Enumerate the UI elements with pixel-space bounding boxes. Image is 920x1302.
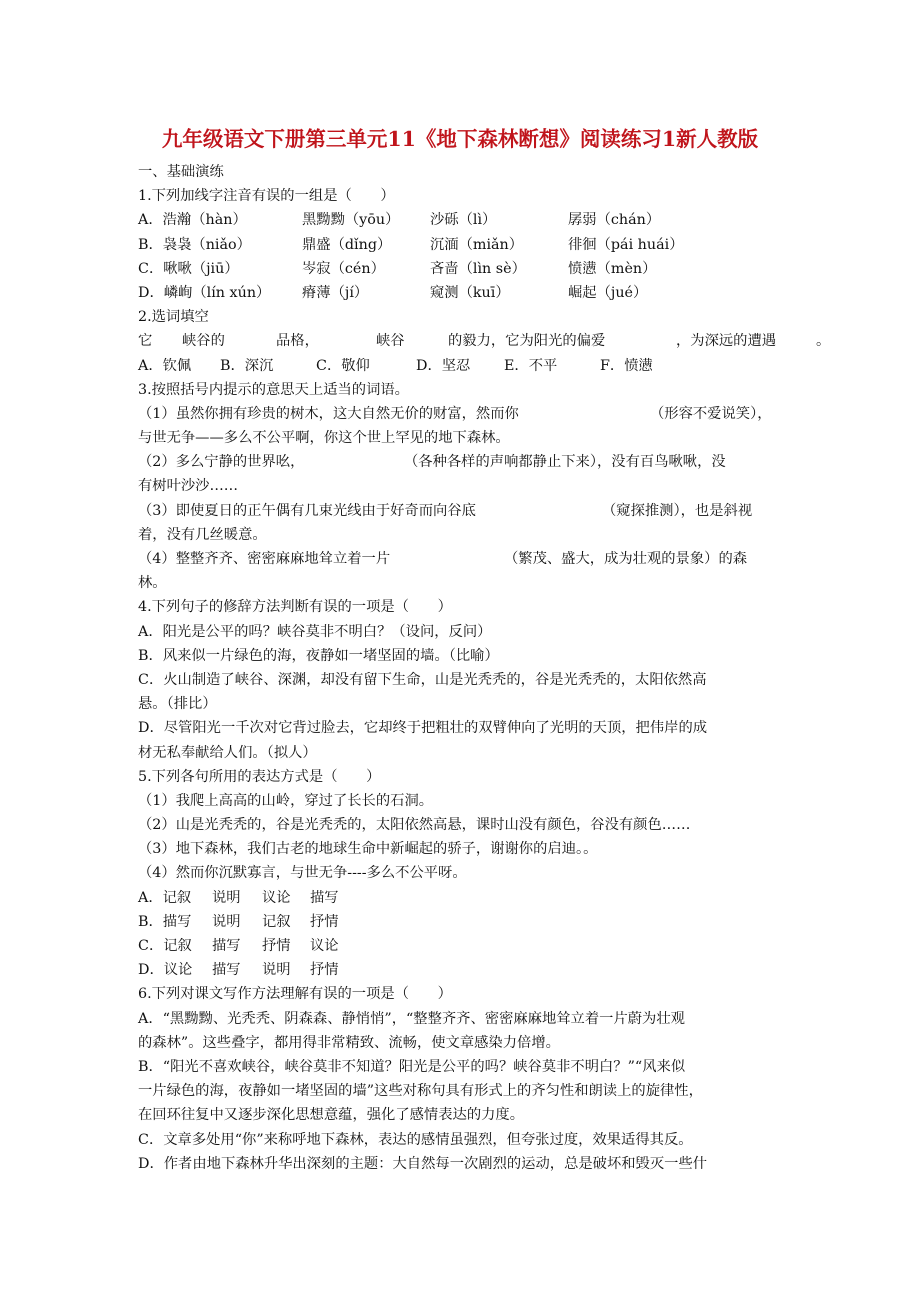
option-word: 描写 <box>212 938 241 954</box>
option-word: D．议论 <box>138 962 193 979</box>
question-5-option-row <box>138 958 786 982</box>
question-4-line: C．火山制造了峡谷、深渊，却没有留下生命，山是光秃秃的，谷是光秃秃的，太阳依然高 <box>138 671 707 688</box>
question-5-stem: 5.下列各句所用的表达方式是（ ） <box>138 768 381 785</box>
question-3-stem: 3.按照括号内提示的意思天上适当的词语。 <box>138 381 409 398</box>
question-1-option-row <box>138 281 786 305</box>
question-2-stem: 2.选词填空 <box>138 309 209 326</box>
line-text: 有树叶沙沙…… <box>138 478 239 495</box>
question-5-line: （2）山是光秃秃的，谷是光秃秃的，太阳依然高悬，课时山没有颜色，谷没有颜色…… <box>138 817 691 834</box>
word-option: C．敬仰 <box>316 357 370 374</box>
pinyin-item: 徘徊（pái huái） <box>568 236 684 253</box>
question-4-line: A．阳光是公平的吗？峡谷莫非不明白？（设问，反问） <box>138 623 492 640</box>
pinyin-item: 黑黝黝（yōu） <box>302 212 400 229</box>
option-word: 抒情 <box>262 938 291 954</box>
word-option: B．深沉 <box>220 357 274 374</box>
option-word: 记叙 <box>262 913 291 930</box>
question-4-line: 材无私奉献给人们。（拟人） <box>138 744 317 761</box>
option-word: 说明 <box>262 962 291 979</box>
question-5-option-row <box>138 910 786 934</box>
pinyin-item: 愤懑（mèn） <box>568 260 657 277</box>
line-text: （1）虽然你拥有珍贵的树木，这大自然无价的财富，然而你 <box>138 405 519 422</box>
option-word: C．记叙 <box>138 938 192 954</box>
pinyin-item: 孱弱（chán） <box>568 212 661 229</box>
question-5-line: （4）然而你沉默寡言，与世无争----多么不公平呀。 <box>138 865 467 882</box>
line-text: （形容不爱说笑）， <box>650 405 772 422</box>
option-word: 描写 <box>212 962 241 979</box>
option-word: 抒情 <box>310 962 339 979</box>
option-word: B．描写 <box>138 913 192 930</box>
pinyin-item: 鼎盛（dǐng） <box>302 236 392 253</box>
line-text: （窥探推测），也是斜视 <box>602 502 753 519</box>
line-text: 着，没有几丝暖意。 <box>138 526 267 543</box>
question-4-line: 悬。（排比） <box>138 696 217 713</box>
question-4-line: B．风来似一片绿色的海，夜静如一堵坚固的墙。（比喻） <box>138 647 499 664</box>
sentence-fragment: ，为深远的遭遇 <box>676 333 777 350</box>
pinyin-item: 沙砾（lì） <box>430 212 497 229</box>
question-6-line: 的森林”。这些叠字，都用得非常精致、流畅，使文章感染力倍增。 <box>138 1034 560 1051</box>
option-word: A．记叙 <box>138 889 192 906</box>
question-3-line <box>138 571 786 595</box>
line-text: （4）整整齐齐、密密麻麻地耸立着一片 <box>138 551 391 567</box>
question-3-line <box>138 426 786 450</box>
question-6-line: 一片绿色的海，夜静如一堵坚固的墙”这些对称句具有形式上的齐匀性和朗读上的旋律性， <box>138 1083 703 1100</box>
sentence-fragment: 峡谷 <box>376 333 405 350</box>
question-6-stem: 6.下列对课文写作方法理解有误的一项是（ ） <box>138 986 452 1003</box>
question-5-line: （3）地下森林，我们古老的地球生命中新崛起的骄子，谢谢你的启迪。。 <box>138 841 598 858</box>
question-3-line <box>138 523 786 547</box>
pinyin-item: 沉湎（miǎn） <box>430 236 524 253</box>
pinyin-item: A．浩瀚（hàn） <box>138 212 247 229</box>
pinyin-item: B．袅袅（niǎo） <box>138 236 251 253</box>
question-2-sentence <box>138 329 831 353</box>
pinyin-item: 崛起（jué） <box>568 284 648 301</box>
word-option: E．不平 <box>504 357 558 374</box>
question-6-line: 在回环往复中又逐步深化思想意蕴，强化了感情表达的力度。 <box>138 1107 525 1124</box>
question-1-option-row <box>138 257 786 281</box>
section-heading: 一、基础演练 <box>138 164 224 180</box>
word-option: A．钦佩 <box>138 357 192 374</box>
sentence-fragment: 它 <box>138 333 153 350</box>
question-1-option-row <box>138 208 786 232</box>
question-5-option-row <box>138 934 786 958</box>
question-3-line <box>138 499 786 523</box>
pinyin-item: D．嶙峋（lín xún） <box>138 284 271 301</box>
line-text: 林。 <box>138 575 167 592</box>
question-6-line: A．“黑黝黝、光秃秃、阴森森、静悄悄”，“整整齐齐、密密麻麻地耸立着一片蔚为壮观 <box>138 1010 685 1027</box>
sentence-fragment: 的毅力，它为阳光的偏爱 <box>448 333 606 350</box>
pinyin-item: 吝啬（lìn sè） <box>430 260 526 277</box>
sentence-fragment: 品格， <box>276 333 319 350</box>
question-5-line: （1）我爬上高高的山岭，穿过了长长的石洞。 <box>138 792 434 809</box>
line-text: （3）即使夏日的正午偶有几束光线由于好奇而向谷底 <box>138 502 476 519</box>
question-4-line: D．尽管阳光一千次对它背过脸去，它却终于把粗壮的双臂伸向了光明的天顶，把伟岸的成 <box>138 720 708 737</box>
line-text: （2）多么宁静的世界吆， <box>138 454 305 471</box>
option-word: 抒情 <box>310 913 339 930</box>
line-text: （繁茂、盛大，成为壮观的景象）的森 <box>504 551 748 567</box>
line-text: 与世无争——多么不公平啊，你这个世上罕见的地下森林。 <box>138 430 510 447</box>
question-6-line: D．作者由地下森林升华出深刻的主题：大自然每一次剧烈的运动，总是破坏和毁灭一些什 <box>138 1155 708 1172</box>
pinyin-item: 瘠薄（jí） <box>302 284 369 301</box>
line-text: （各种各样的声响都静止下来），没有百鸟啾啾，没 <box>404 454 726 471</box>
question-6-line: C．文章多处用“你”来称呼地下森林，表达的感情虽强烈，但夸张过度，效果适得其反。 <box>138 1131 693 1148</box>
question-5-option-row <box>138 886 786 910</box>
word-option: D．坚忍 <box>416 357 471 374</box>
option-word: 议论 <box>262 889 291 906</box>
question-4-stem: 4.下列句子的修辞方法判断有误的一项是（ ） <box>138 599 452 616</box>
pinyin-item: C．啾啾（jiū） <box>138 260 239 277</box>
question-2-options <box>138 354 786 378</box>
question-1-option-row <box>138 233 786 257</box>
option-word: 说明 <box>212 913 241 930</box>
option-word: 说明 <box>212 889 241 906</box>
question-1-stem: 1.下列加线字注音有误的一组是（ ） <box>138 188 395 205</box>
option-word: 描写 <box>310 889 339 906</box>
question-6-line: B．“阳光不喜欢峡谷，峡谷莫非不知道？阳光是公平的吗？峡谷莫非不明白？”“风来似 <box>138 1058 686 1075</box>
pinyin-item: 岑寂（cén） <box>302 260 385 277</box>
question-3-line <box>138 547 786 571</box>
sentence-fragment: 峡谷的 <box>182 333 225 350</box>
page-title: 九年级语文下册第三单元11《地下森林断想》阅读练习1新人教版 <box>161 127 759 151</box>
pinyin-item: 窥测（kuī） <box>430 284 510 301</box>
question-3-line <box>138 402 786 426</box>
sentence-fragment: 。 <box>816 333 831 350</box>
question-3-line <box>138 450 786 474</box>
document-body <box>138 160 831 1176</box>
word-option: F．愤懑 <box>600 357 653 374</box>
option-word: 议论 <box>310 938 339 954</box>
question-3-line <box>138 474 786 498</box>
